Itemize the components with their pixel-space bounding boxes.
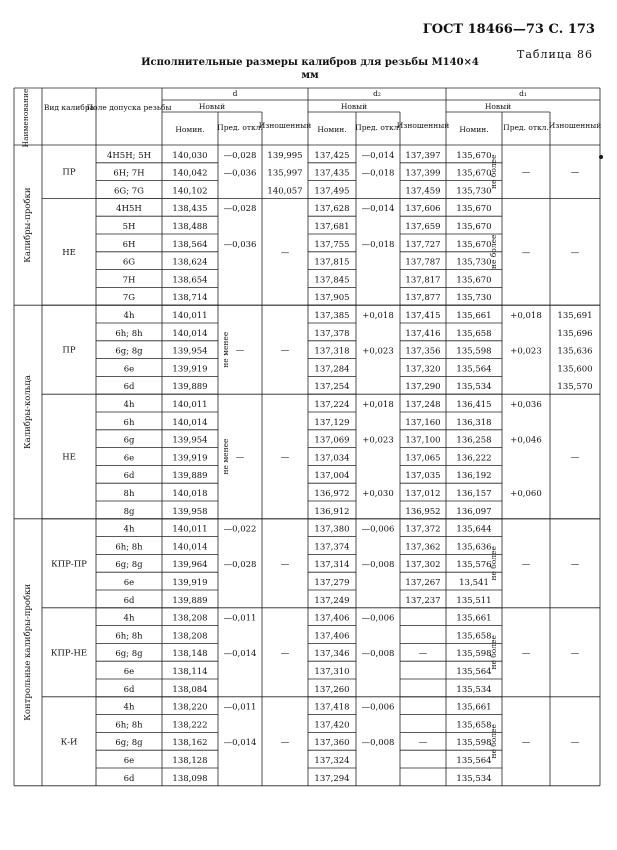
- cell-tol: 4h: [123, 613, 135, 624]
- cell-d2w: 137,399: [405, 168, 441, 179]
- cell-dn: 140,011: [172, 311, 208, 321]
- cell-d2d: —0,008: [361, 560, 395, 571]
- cell-d2d: +0,018: [362, 311, 394, 321]
- cell-d1n: 135,658: [456, 631, 492, 642]
- dash-cell: —: [280, 452, 290, 463]
- cell-d1n: 135,564: [456, 756, 492, 766]
- kind-label-0: ПР: [62, 167, 76, 178]
- cell-dn: 138,222: [172, 720, 208, 731]
- dash-cell: —: [521, 737, 531, 748]
- cell-dn: 140,018: [172, 489, 208, 499]
- cell-dn: 138,148: [172, 649, 208, 660]
- cell-d1n: 135,534: [456, 382, 492, 393]
- cell-d2w: 137,100: [405, 435, 441, 446]
- head-worn-0: Изношенный: [258, 121, 312, 130]
- cell-dn: 138,128: [172, 756, 208, 766]
- cell-dd: —0,014: [223, 649, 257, 660]
- kind-label-5: КПР-НЕ: [50, 648, 88, 659]
- caption-unit: мм: [301, 70, 319, 81]
- cell-d2n: 137,034: [314, 453, 350, 464]
- cell-dn: 139,919: [172, 364, 208, 375]
- cell-tol: 6h; 8h: [115, 542, 143, 553]
- cell-d1n: 135,598: [456, 738, 492, 749]
- dash-cell: —: [570, 737, 580, 748]
- cell-d2n: 137,254: [314, 382, 350, 393]
- cell-dd: —0,011: [223, 702, 257, 713]
- cell-d1n: 135,670: [456, 275, 492, 286]
- cell-d1d: +0,018: [510, 311, 542, 321]
- cell-d1n: 135,661: [456, 613, 492, 624]
- cell-d2w: 137,817: [405, 275, 441, 286]
- cell-tol: 6h; 8h: [115, 631, 143, 642]
- cell-dn: 138,084: [172, 684, 208, 695]
- cell-d1d: +0,036: [510, 400, 542, 410]
- dash-cell: —: [280, 247, 290, 258]
- cell-d2w: 137,727: [405, 239, 441, 250]
- cell-d2n: 137,310: [314, 667, 350, 677]
- cell-tol: 6H; 7H: [113, 168, 145, 179]
- cell-d2w: 137,237: [405, 595, 441, 606]
- dash-cell: —: [280, 559, 290, 570]
- cell-d2n: 137,360: [314, 738, 350, 749]
- head-kind: Вид калибра: [43, 103, 95, 112]
- dash-cell: —: [570, 452, 580, 463]
- cell-d1n: 135,658: [456, 328, 492, 339]
- cell-d2d: +0,023: [362, 435, 394, 446]
- cell-d1n: 13,541: [459, 578, 489, 588]
- cell-d2n: 137,314: [314, 560, 350, 571]
- cell-d2n: 137,260: [314, 684, 350, 695]
- cell-d1n: 135,564: [456, 667, 492, 677]
- cell-d1n: 135,658: [456, 720, 492, 731]
- table-number: Таблица 86: [517, 48, 593, 61]
- cell-tol: 6e: [123, 578, 135, 588]
- head-nom-1: Номин.: [317, 125, 347, 134]
- dash-cell: —: [570, 167, 580, 178]
- cell-d2n: 137,374: [314, 542, 350, 553]
- cell-dn: 139,919: [172, 578, 208, 588]
- cell-tol: 6h; 8h: [115, 720, 143, 731]
- cell-dd: —0,028: [223, 560, 257, 571]
- cell-d2d: —0,018: [361, 239, 395, 250]
- cell-tol: 6d: [123, 595, 135, 606]
- cell-d1n: 135,534: [456, 773, 492, 784]
- cell-d2w: 137,659: [405, 222, 441, 232]
- cell-d2w: 137,877: [405, 293, 441, 304]
- cell-d1w: 135,570: [557, 382, 593, 393]
- cell-d2n: 137,294: [314, 773, 350, 784]
- cell-dd: —0,011: [223, 613, 257, 624]
- cell-d2d: +0,023: [362, 346, 394, 357]
- head-d2: d₂: [373, 89, 381, 98]
- cell-d1n: 136,222: [456, 453, 492, 464]
- cell-tol: 6e: [123, 453, 135, 464]
- cell-dn: 138,654: [172, 275, 208, 286]
- cell-tol: 6h; 8h: [115, 328, 143, 339]
- note-ne-bolee: не более: [489, 234, 498, 270]
- cell-tol: 4h: [123, 702, 135, 713]
- cell-d2n: 137,004: [314, 471, 350, 482]
- cell-dn: 138,114: [172, 667, 208, 677]
- cell-dn: 139,919: [172, 453, 208, 464]
- cell-d1w: 135,691: [557, 311, 593, 321]
- note-ne-bolee: не более: [489, 724, 498, 759]
- cell-d2n: 137,069: [314, 435, 350, 446]
- cell-d1n: 135,598: [456, 346, 492, 357]
- dash-cell: —: [418, 737, 428, 748]
- cell-tol: 4h: [123, 524, 135, 535]
- cell-d1n: 135,670: [456, 222, 492, 232]
- cell-d1d: +0,060: [510, 489, 542, 499]
- cell-dn: 138,208: [172, 613, 208, 624]
- cell-d1n: 136,258: [456, 435, 492, 446]
- cell-d2w: 137,012: [405, 489, 441, 499]
- kind-label-1: НЕ: [62, 247, 76, 258]
- cell-d2n: 137,346: [314, 649, 350, 660]
- kind-label-6: К-И: [60, 737, 78, 748]
- cell-dn: 139,964: [172, 560, 208, 571]
- cell-tol: 6G; 7G: [114, 186, 144, 197]
- cell-dn: 139,889: [172, 382, 208, 393]
- dash-cell: —: [280, 345, 290, 356]
- cell-d2n: 137,420: [314, 720, 350, 731]
- cell-d1n: 135,730: [456, 293, 492, 304]
- dash-cell: —: [235, 345, 245, 356]
- cell-tol: 6g; 8g: [115, 346, 143, 357]
- cell-d2n: 137,681: [314, 222, 350, 232]
- note-ne-menee: не менее: [221, 438, 230, 475]
- cell-d2d: —0,006: [361, 613, 395, 624]
- cell-d2n: 137,905: [314, 293, 350, 304]
- cell-d2d: —0,018: [361, 168, 395, 179]
- cell-tol: 6d: [123, 773, 135, 784]
- cell-d1n: 136,192: [456, 471, 492, 482]
- head-nom-0: Номин.: [175, 125, 205, 134]
- cell-dn: 138,162: [172, 738, 208, 749]
- cell-dn: 140,014: [172, 328, 208, 339]
- note-ne-bolee: не более: [489, 154, 498, 189]
- head-worn-2: Изношенный: [548, 121, 602, 130]
- note-ne-bolee: не более: [489, 635, 498, 670]
- cell-d2n: 136,972: [314, 489, 350, 499]
- cell-dn: 138,435: [172, 204, 208, 215]
- cell-dn: 138,564: [172, 239, 208, 250]
- dash-cell: —: [570, 559, 580, 570]
- cell-d2d: +0,018: [362, 400, 394, 410]
- cell-tol: 6e: [123, 756, 135, 766]
- cell-tol: 7H: [122, 275, 136, 286]
- cell-d2w: 137,606: [405, 204, 441, 215]
- cell-d1n: 135,534: [456, 684, 492, 695]
- head-new-0: Новый: [198, 102, 226, 111]
- cell-dn: 139,958: [172, 506, 208, 517]
- cell-d2n: 137,406: [314, 613, 350, 624]
- cell-d2n: 137,815: [314, 257, 350, 268]
- dash-cell: —: [235, 452, 245, 463]
- document-header: ГОСТ 18466—73 С. 173: [422, 22, 595, 37]
- cell-dw: 135,997: [267, 168, 303, 179]
- caption-text: Исполнительные размеры калибров для резьбы М140×4: [141, 57, 479, 68]
- cell-d2n: 137,129: [314, 417, 350, 428]
- cell-d1n: 135,511: [456, 595, 492, 606]
- cell-dn: 138,488: [172, 222, 208, 232]
- cell-dw: 140,057: [267, 186, 303, 197]
- cell-tol: 8h: [123, 489, 135, 499]
- cell-d2n: 137,249: [314, 595, 350, 606]
- cell-d1n: 136,097: [456, 506, 492, 517]
- note-ne-menee: не менее: [221, 331, 230, 368]
- cell-tol: 8g: [123, 506, 135, 517]
- cell-tol: 6g; 8g: [115, 649, 143, 660]
- dash-cell: —: [521, 247, 531, 258]
- cell-d2n: 137,279: [314, 578, 350, 588]
- cell-tol: 6e: [123, 667, 135, 677]
- dash-cell: —: [280, 648, 290, 659]
- cell-dn: 139,889: [172, 595, 208, 606]
- cell-tol: 6d: [123, 684, 135, 695]
- cell-d2d: —0,006: [361, 524, 395, 535]
- cell-d2w: 137,290: [405, 382, 441, 393]
- head-new-1: Новый: [340, 102, 368, 111]
- cell-d2n: 137,406: [314, 631, 350, 642]
- cell-dn: 138,208: [172, 631, 208, 642]
- cell-d2n: 137,318: [314, 346, 350, 357]
- cell-d1w: 135,600: [557, 364, 593, 375]
- cell-d1n: 135,670: [456, 239, 492, 250]
- cell-dn: 140,102: [172, 186, 208, 197]
- cell-d1n: 135,730: [456, 257, 492, 268]
- cell-d1n: 135,564: [456, 364, 492, 375]
- cell-d2w: 137,397: [405, 150, 441, 161]
- cell-d2d: —0,014: [361, 204, 395, 215]
- cell-tol: 6e: [123, 364, 135, 375]
- head-dev-0: Пред. откл.: [217, 123, 263, 132]
- cell-d2w: 137,787: [405, 257, 441, 268]
- note-ne-bolee: не более: [489, 546, 498, 581]
- cell-dn: 140,011: [172, 400, 208, 410]
- cell-d2w: 137,320: [405, 364, 441, 375]
- head-name: Наименование: [21, 88, 30, 148]
- cell-d1n: 136,157: [456, 489, 492, 499]
- dash-cell: —: [418, 648, 428, 659]
- cell-d1n: 135,644: [456, 524, 492, 535]
- cell-dn: 138,624: [172, 257, 208, 268]
- cell-dw: 139,995: [267, 150, 303, 161]
- cell-tol: 4h: [123, 400, 135, 410]
- cell-d1n: 135,661: [456, 702, 492, 713]
- cell-d2w: 137,302: [405, 560, 441, 571]
- cell-tol: 6H: [122, 239, 136, 250]
- cell-d2n: 137,755: [314, 239, 350, 250]
- cell-tol: 7G: [122, 293, 136, 304]
- cell-tol: 6d: [123, 382, 135, 393]
- cell-d2n: 137,378: [314, 328, 350, 339]
- cell-d2d: +0,030: [362, 489, 394, 499]
- cell-dn: 139,954: [172, 435, 208, 446]
- dash-cell: —: [521, 648, 531, 659]
- cell-tol: 4H5H; 5H: [106, 150, 152, 161]
- cell-d2n: 137,385: [314, 311, 350, 321]
- group-label-1: Калибры-кольца: [23, 375, 33, 449]
- cell-d1n: 135,661: [456, 311, 492, 321]
- cell-d2n: 137,435: [314, 168, 350, 179]
- cell-d2w: 137,372: [405, 524, 441, 535]
- cell-d2w: 137,248: [405, 400, 441, 410]
- cell-d2w: 137,267: [405, 578, 441, 588]
- cell-d2n: 137,284: [314, 364, 350, 375]
- cell-d1n: 135,636: [456, 542, 492, 553]
- cell-d2w: 137,362: [405, 542, 441, 553]
- cell-dd: —0,022: [223, 524, 257, 535]
- head-d1: d₁: [519, 89, 527, 98]
- cell-d1n: 136,415: [456, 400, 492, 410]
- cell-dn: 140,042: [172, 168, 208, 179]
- cell-d2n: 137,418: [314, 702, 350, 713]
- dash-cell: —: [521, 167, 531, 178]
- kind-label-2: ПР: [62, 345, 76, 356]
- head-dev-2: Пред. откл.: [503, 123, 549, 132]
- cell-d2d: —0,014: [361, 150, 395, 161]
- cell-d2w: 137,356: [405, 346, 441, 357]
- cell-d2w: 137,459: [405, 186, 441, 197]
- cell-dn: 139,954: [172, 346, 208, 357]
- cell-tol: 6h: [123, 417, 135, 428]
- cell-dn: 138,098: [172, 773, 208, 784]
- cell-d2d: —0,008: [361, 649, 395, 660]
- cell-d2w: 137,065: [405, 453, 441, 464]
- dash-cell: —: [570, 648, 580, 659]
- head-d: d: [232, 89, 238, 98]
- cell-tol: 6g; 8g: [115, 560, 143, 571]
- cell-d2w: 137,160: [405, 417, 441, 428]
- cell-dd: —0,014: [223, 738, 257, 749]
- cell-d2n: 136,912: [314, 506, 350, 517]
- cell-dn: 140,014: [172, 542, 208, 553]
- group-label-2: Контрольные калибры-пробки: [23, 583, 33, 721]
- dash-cell: —: [280, 737, 290, 748]
- cell-dd: —0,036: [223, 239, 257, 250]
- cell-d2w: 137,035: [405, 471, 441, 482]
- cell-dn: 138,220: [172, 702, 208, 713]
- cell-d2n: 137,380: [314, 524, 350, 535]
- cell-tol: 6d: [123, 471, 135, 482]
- cell-d1d: +0,046: [510, 435, 542, 446]
- cell-d2w: 136,952: [405, 506, 441, 517]
- cell-dn: 140,030: [172, 150, 208, 161]
- cell-d2n: 137,324: [314, 756, 350, 766]
- cell-d1w: 135,696: [557, 328, 593, 339]
- cell-tol: 5H: [122, 222, 136, 232]
- head-nom-2: Номин.: [459, 125, 489, 134]
- cell-dn: 138,714: [172, 293, 208, 304]
- cell-d2n: 137,224: [314, 400, 350, 410]
- head-worn-1: Изношенный: [396, 121, 450, 130]
- cell-d2n: 137,628: [314, 204, 350, 215]
- cell-tol: 6g: [123, 435, 135, 446]
- cell-d1n: 135,598: [456, 649, 492, 660]
- cell-d1n: 135,670: [456, 204, 492, 215]
- cell-d1n: 135,730: [456, 186, 492, 197]
- kind-label-3: НЕ: [62, 452, 76, 463]
- cell-dd: —0,028: [223, 150, 257, 161]
- cell-d2n: 137,425: [314, 150, 350, 161]
- head-dev-1: Пред. откл.: [355, 123, 401, 132]
- dash-cell: —: [570, 247, 580, 258]
- cell-tol: 4H5H: [116, 204, 142, 215]
- head-new-2: Новый: [484, 102, 512, 111]
- kind-label-4: КПР-ПР: [51, 559, 87, 570]
- cell-d1n: 136,318: [456, 417, 492, 428]
- cell-dd: —0,028: [223, 204, 257, 215]
- cell-d1n: 135,670: [456, 150, 492, 161]
- cell-d2w: 137,416: [405, 328, 441, 339]
- group-label-0: Калибры-пробки: [23, 187, 33, 263]
- dash-cell: —: [521, 559, 531, 570]
- cell-d2n: 137,495: [314, 186, 350, 197]
- cell-dd: —0,036: [223, 168, 257, 179]
- cell-tol: 6G: [122, 257, 136, 268]
- cell-dn: 140,011: [172, 524, 208, 535]
- cell-tol: 6g; 8g: [115, 738, 143, 749]
- cell-d2w: 137,415: [405, 311, 441, 321]
- cell-dn: 140,014: [172, 417, 208, 428]
- cell-d2d: —0,006: [361, 702, 395, 713]
- cell-d1w: 135,636: [557, 346, 593, 357]
- cell-d2d: —0,008: [361, 738, 395, 749]
- cell-d1n: 135,670: [456, 168, 492, 179]
- cell-d1n: 135,576: [456, 560, 492, 571]
- cell-tol: 4h: [123, 311, 135, 321]
- cell-d1d: +0,023: [510, 346, 542, 357]
- cell-d2n: 137,845: [314, 275, 350, 286]
- cell-dn: 139,889: [172, 471, 208, 482]
- head-tolerance: Поле допуска резьбы: [86, 103, 172, 112]
